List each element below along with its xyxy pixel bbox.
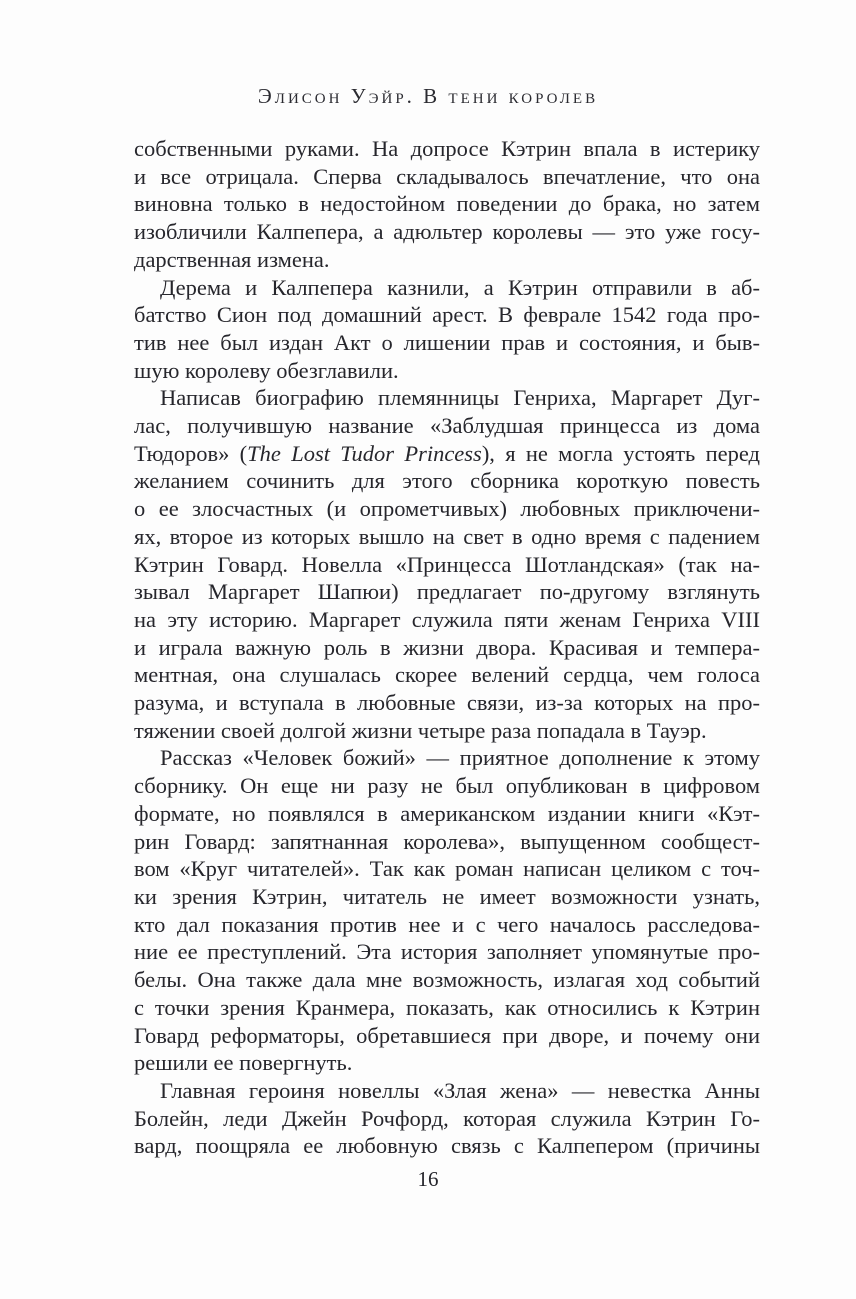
- text-segment: ), я не могла устоять перед: [481, 440, 760, 466]
- italic-text: The Lost Tudor Princess: [247, 440, 482, 466]
- text-line: желанием сочинить для этого сборника короткую повесть: [134, 468, 760, 494]
- text-line: о ее злосчастных (и опрометчивых) любовных приключени-: [134, 496, 760, 522]
- paragraph: [134, 1077, 760, 1160]
- running-head: Элисон Уэйр. В тени королев: [257, 84, 599, 108]
- text-line: и играла важную роль в жизни двора. Красивая и темпера-: [134, 634, 760, 660]
- text-line: на эту историю. Маргарет служила пяти женам Генриха VIII: [134, 606, 760, 632]
- text-line: виновна только в недостойном поведении до брака, но затем: [134, 191, 760, 217]
- text-line: зывал Маргарет Шапюи) предлагает по-другому взглянуть: [134, 579, 760, 605]
- text-line: формате, но появлялся в американском издании книги «Кэт-: [134, 800, 760, 826]
- text-line: вом «Круг читателей». Так как роман написан целиком с точ-: [134, 856, 760, 882]
- text-line: изобличили Калпепера, а адюльтер королевы — это уже госу-: [134, 219, 760, 245]
- text-line: тяжении своей долгой жизни четыре раза попадала в Тауэр.: [134, 717, 707, 743]
- text-line: ментная, она слушалась скорее велений сердца, чем голоса: [134, 662, 760, 688]
- text-line: кто дал показания против нее и с чего началось расследова-: [134, 911, 760, 937]
- paragraph: [134, 384, 760, 744]
- text-line: решили ее повергнуть.: [134, 1050, 353, 1076]
- text-line: ние ее преступлений. Эта история заполняет упомянутые про-: [134, 939, 760, 965]
- paragraph: [134, 135, 760, 274]
- body-text: [134, 135, 760, 1160]
- text-line: Дерема и Калпепера казнили, а Кэтрин отправили в аб-: [160, 274, 760, 300]
- text-line: Говард реформаторы, обретавшиеся при дворе, и почему они: [134, 1022, 760, 1048]
- text-line: дарственная измена.: [134, 246, 330, 272]
- text-line: Рассказ «Человек божий» — приятное дополнение к этому: [160, 745, 760, 771]
- text-line: Главная героиня новеллы «Злая жена» — невестка Анны: [160, 1077, 760, 1103]
- text-line: ях, второе из которых вышло на свет в одно время с падением: [134, 523, 760, 549]
- text-line: и все отрицала. Сперва складывалось впечатление, что она: [134, 163, 760, 189]
- text-line: ки зрения Кэтрин, читатель не имеет возможности узнать,: [134, 883, 760, 909]
- text-line: лас, получившую название «Заблудшая принцесса из дома: [134, 413, 760, 439]
- text-line: сборнику. Он еще ни разу не был опубликован в цифровом: [134, 773, 760, 799]
- text-line: разума, и вступала в любовные связи, из-за которых на про-: [134, 690, 760, 716]
- paragraph: [134, 274, 760, 385]
- text-line: Кэтрин Говард. Новелла «Принцесса Шотландская» (так на-: [134, 551, 760, 577]
- text-segment: Тюдоров» (: [134, 440, 248, 466]
- text-line: рин Говард: запятнанная королева», выпущенном сообщест-: [134, 828, 760, 854]
- page-number: 16: [417, 1167, 439, 1191]
- text-line: белы. Она также дала мне возможность, излагая ход событий: [134, 967, 760, 993]
- paragraph: [134, 744, 760, 1076]
- text-line: собственными руками. На допросе Кэтрин впала в истерику: [134, 136, 760, 161]
- text-line: шую королеву обезглавили.: [134, 357, 399, 383]
- text-line: с точки зрения Кранмера, показать, как относились к Кэтрин: [134, 994, 760, 1020]
- text-line: Написав биографию племянницы Генриха, Маргарет Дуг-: [160, 385, 760, 411]
- text-line: [134, 440, 760, 468]
- text-line: вард, поощряла ее любовную связь с Калпепером (причины: [134, 1133, 760, 1159]
- text-line: батство Сион под домашний арест. В феврале 1542 года про-: [134, 302, 760, 328]
- text-line: Болейн, леди Джейн Рочфорд, которая служила Кэтрин Го-: [134, 1105, 760, 1131]
- text-line: тив нее был издан Акт о лишении прав и состояния, и быв-: [134, 329, 760, 355]
